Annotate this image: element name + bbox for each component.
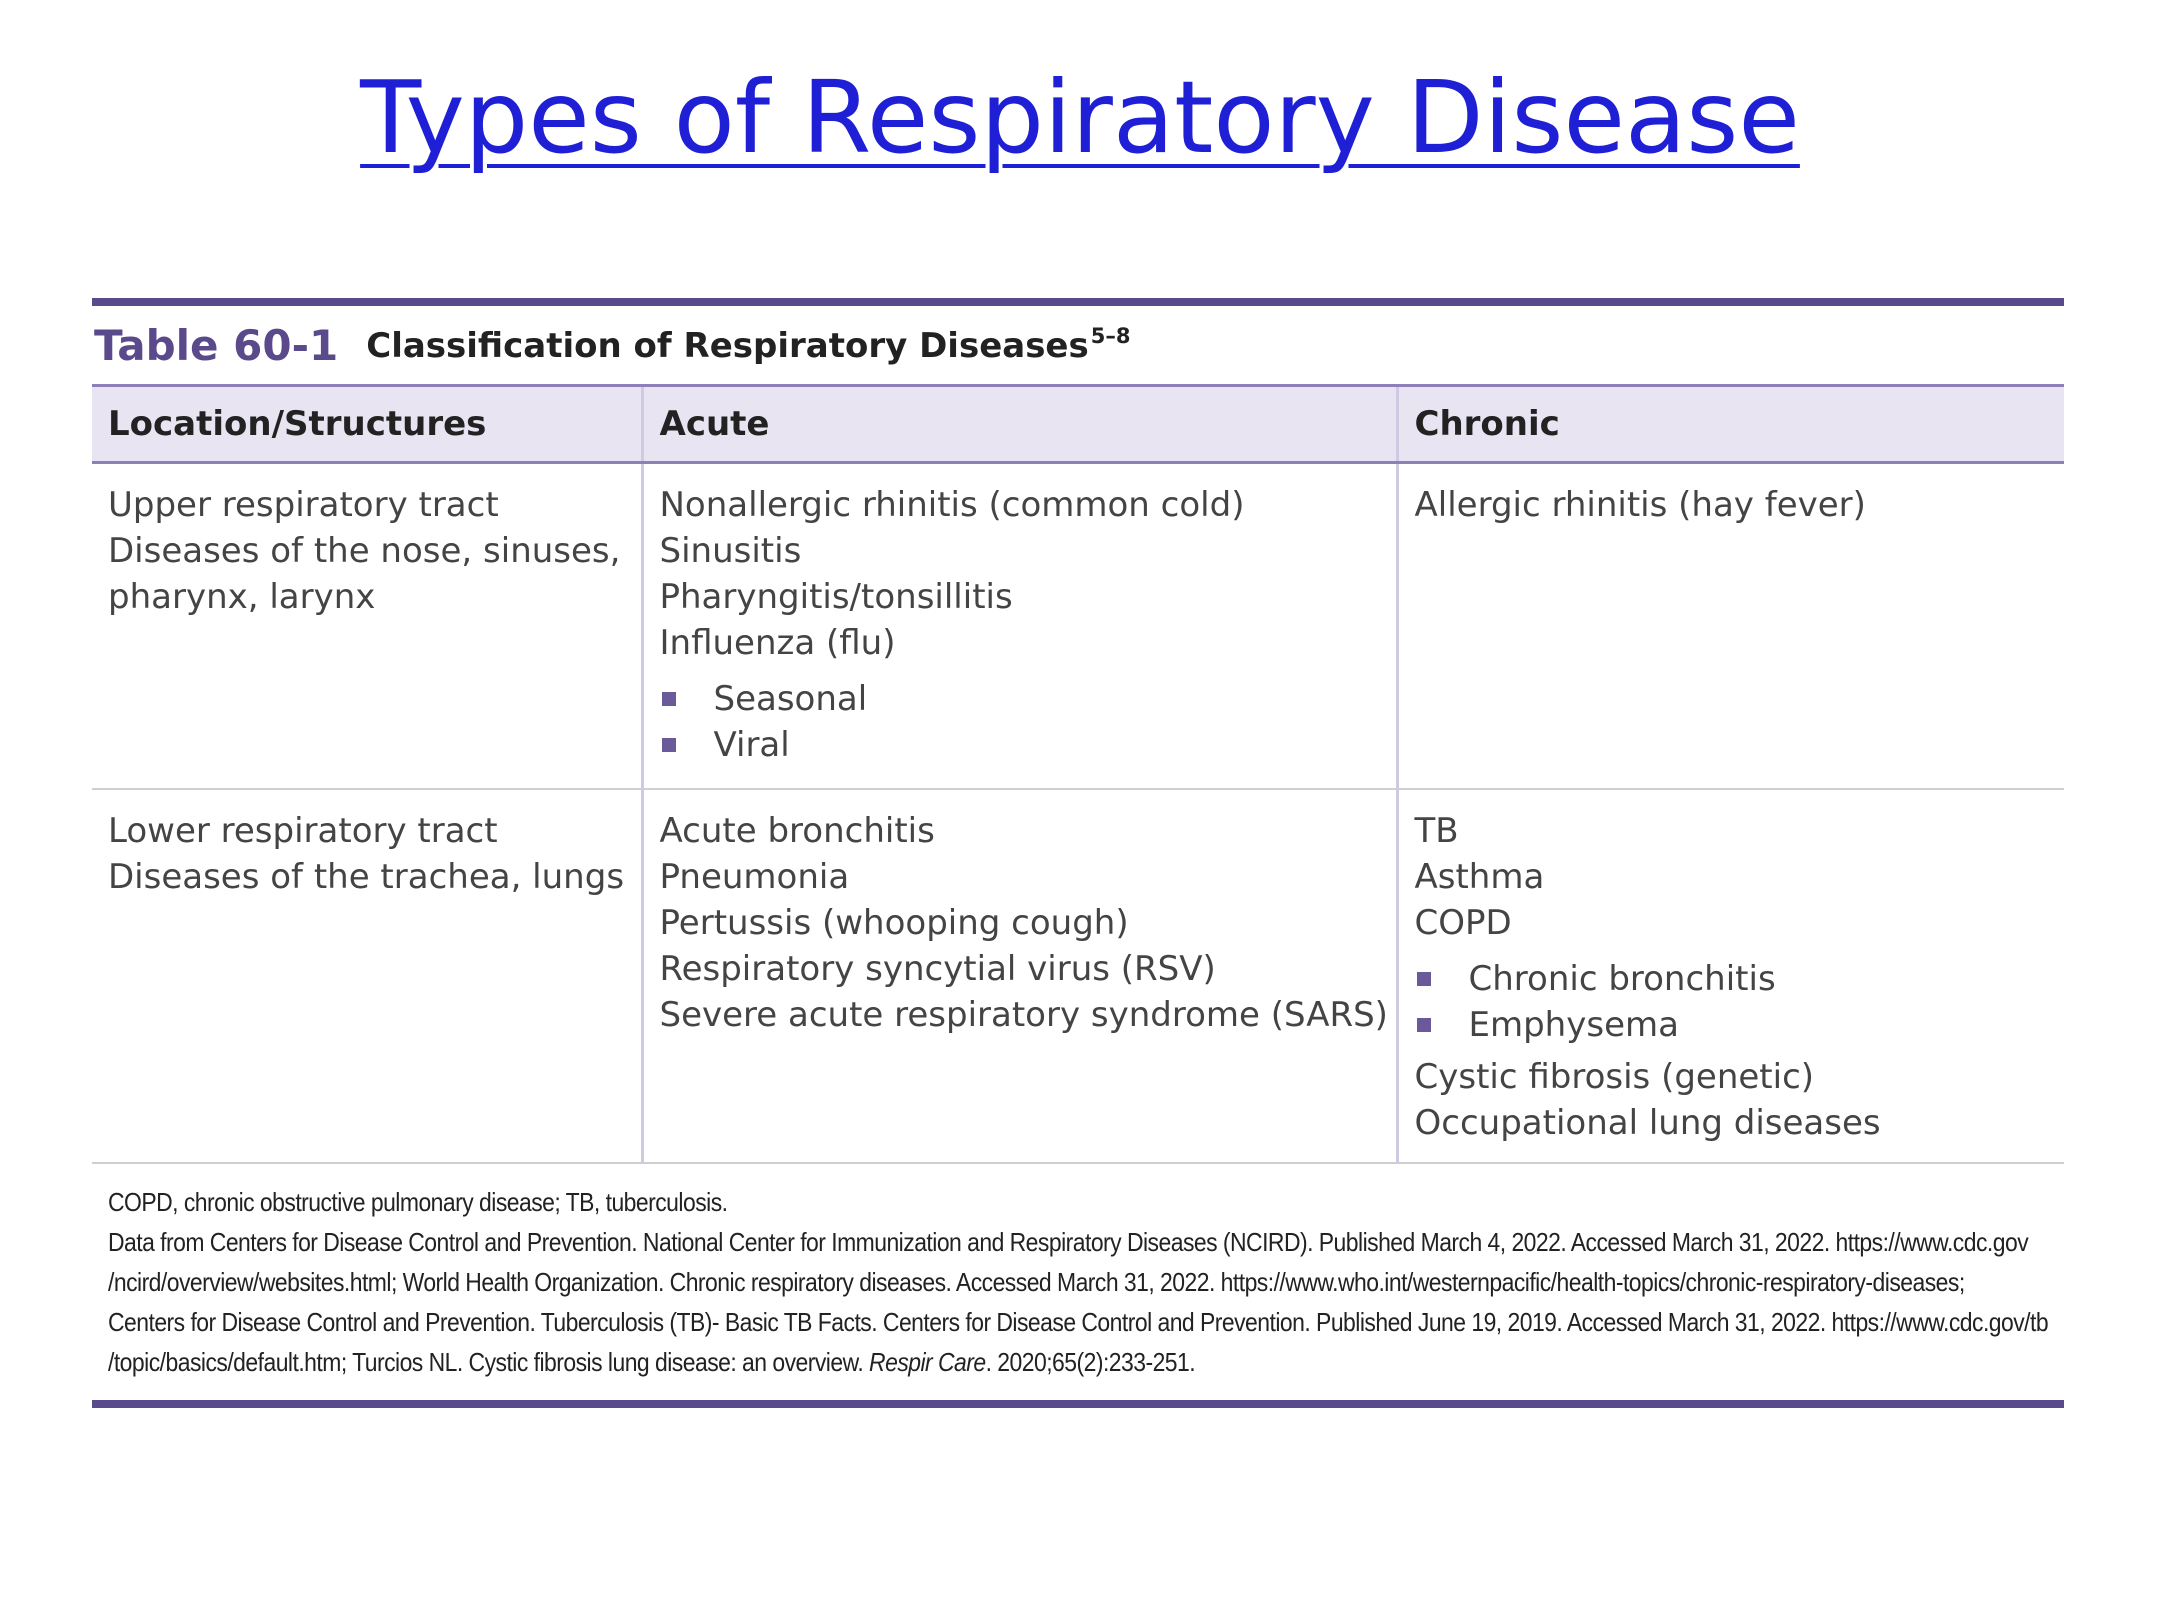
bullet-square-icon [1417,972,1431,986]
cell-line: Allergic rhinitis (hay fever) [1414,485,1866,525]
cell-line: Pneumonia [659,857,850,897]
bullet-text: Seasonal [713,679,868,719]
header-acute: Acute [642,386,1397,463]
table-caption [92,306,2064,384]
header-location: Location/Structures [92,386,642,463]
list-item [1415,956,2049,1002]
table-footnotes [92,1164,2064,1400]
cell-location [92,463,642,790]
cell-line: Occupational lung diseases [1414,1103,1881,1143]
cell-acute [642,463,1397,790]
bullet-text: Emphysema [1468,1005,1679,1045]
cell-line: Upper respiratory tract [108,485,499,525]
bullet-square-icon [662,738,676,752]
header-chronic: Chronic [1397,386,2064,463]
table-row [92,789,2064,1163]
footnote-line: COPD, chronic obstructive pulmonary disease; TB, tuberculosis. [108,1187,728,1217]
footnote-line: /ncird/overview/websites.html; World Health Organization. Chronic respiratory diseases. Accessed March 31, 2022. https://www.who.int/westernpacific/health-topics/chronic-respiratory-diseases; [108,1267,1965,1297]
cell-line: Cystic fibrosis (genetic) [1414,1057,1815,1097]
table-row [92,463,2064,790]
bullet-text: Viral [713,725,790,765]
cell-line: Influenza (flu) [659,623,896,663]
footnote-journal: Respir Care [869,1347,986,1377]
bullet-square-icon [662,692,676,706]
cell-chronic [1397,463,2064,790]
list-item [660,676,1380,722]
cell-line: Asthma [1414,857,1545,897]
list-item [1415,1002,2049,1048]
cell-line: COPD [1414,903,1512,943]
cell-chronic [1397,789,2064,1163]
cell-acute [642,789,1397,1163]
cell-line: Lower respiratory tract [108,811,498,851]
cell-line: TB [1414,811,1459,851]
table-bottom-rule [92,1400,2064,1408]
table-grid [92,384,2064,1164]
footnote-text: /topic/basics/default.htm; Turcios NL. Cystic fibrosis lung disease: an overview. [108,1347,864,1377]
table-top-rule [92,298,2064,306]
cell-line: Nonallergic rhinitis (common cold) [659,485,1245,525]
cell-line: Pertussis (whooping cough) [659,903,1129,943]
table-title-citation: 5–8 [1090,324,1131,348]
bullet-list [1415,956,2049,1048]
table-number: Table 60-1 [94,320,339,370]
footnote-line [108,1342,1820,1382]
cell-line: Respiratory syncytial virus (RSV) [659,949,1216,989]
slide-title [0,58,2160,178]
footnote-citation: . 2020;65(2):233-251. [985,1347,1196,1377]
list-item [660,722,1380,768]
cell-line: Diseases of the trachea, lungs [108,857,625,897]
cell-line: pharynx, larynx [108,577,376,617]
cell-line: Diseases of the nose, sinuses, [108,531,621,571]
table-title [366,324,1130,366]
footnote-line: Centers for Disease Control and Prevention. Tuberculosis (TB)- Basic TB Facts. Centers for Disease Control and Prevention. Published June 19, 2019. Accessed March 31, 2022. https://www.cdc.gov/tb [108,1307,2049,1337]
table-title-text: Classification of Respiratory Diseases [366,326,1089,366]
bullet-list [660,676,1380,768]
bullet-square-icon [1417,1018,1431,1032]
footnote-line: Data from Centers for Disease Control and Prevention. National Center for Immunization and Respiratory Diseases (NCIRD). Published March 4, 2022. Accessed March 31, 2022. https://www.cdc.gov [108,1227,2029,1257]
cell-line: Pharyngitis/tonsillitis [659,577,1013,617]
table-header-row [92,386,2064,463]
cell-line: Sinusitis [659,531,802,571]
bullet-text: Chronic bronchitis [1468,959,1776,999]
classification-table [92,298,2064,1408]
cell-line: Acute bronchitis [659,811,935,851]
slide-title-link[interactable]: Types of Respiratory Disease [360,59,1800,176]
cell-location [92,789,642,1163]
cell-line: Severe acute respiratory syndrome (SARS) [659,995,1388,1035]
